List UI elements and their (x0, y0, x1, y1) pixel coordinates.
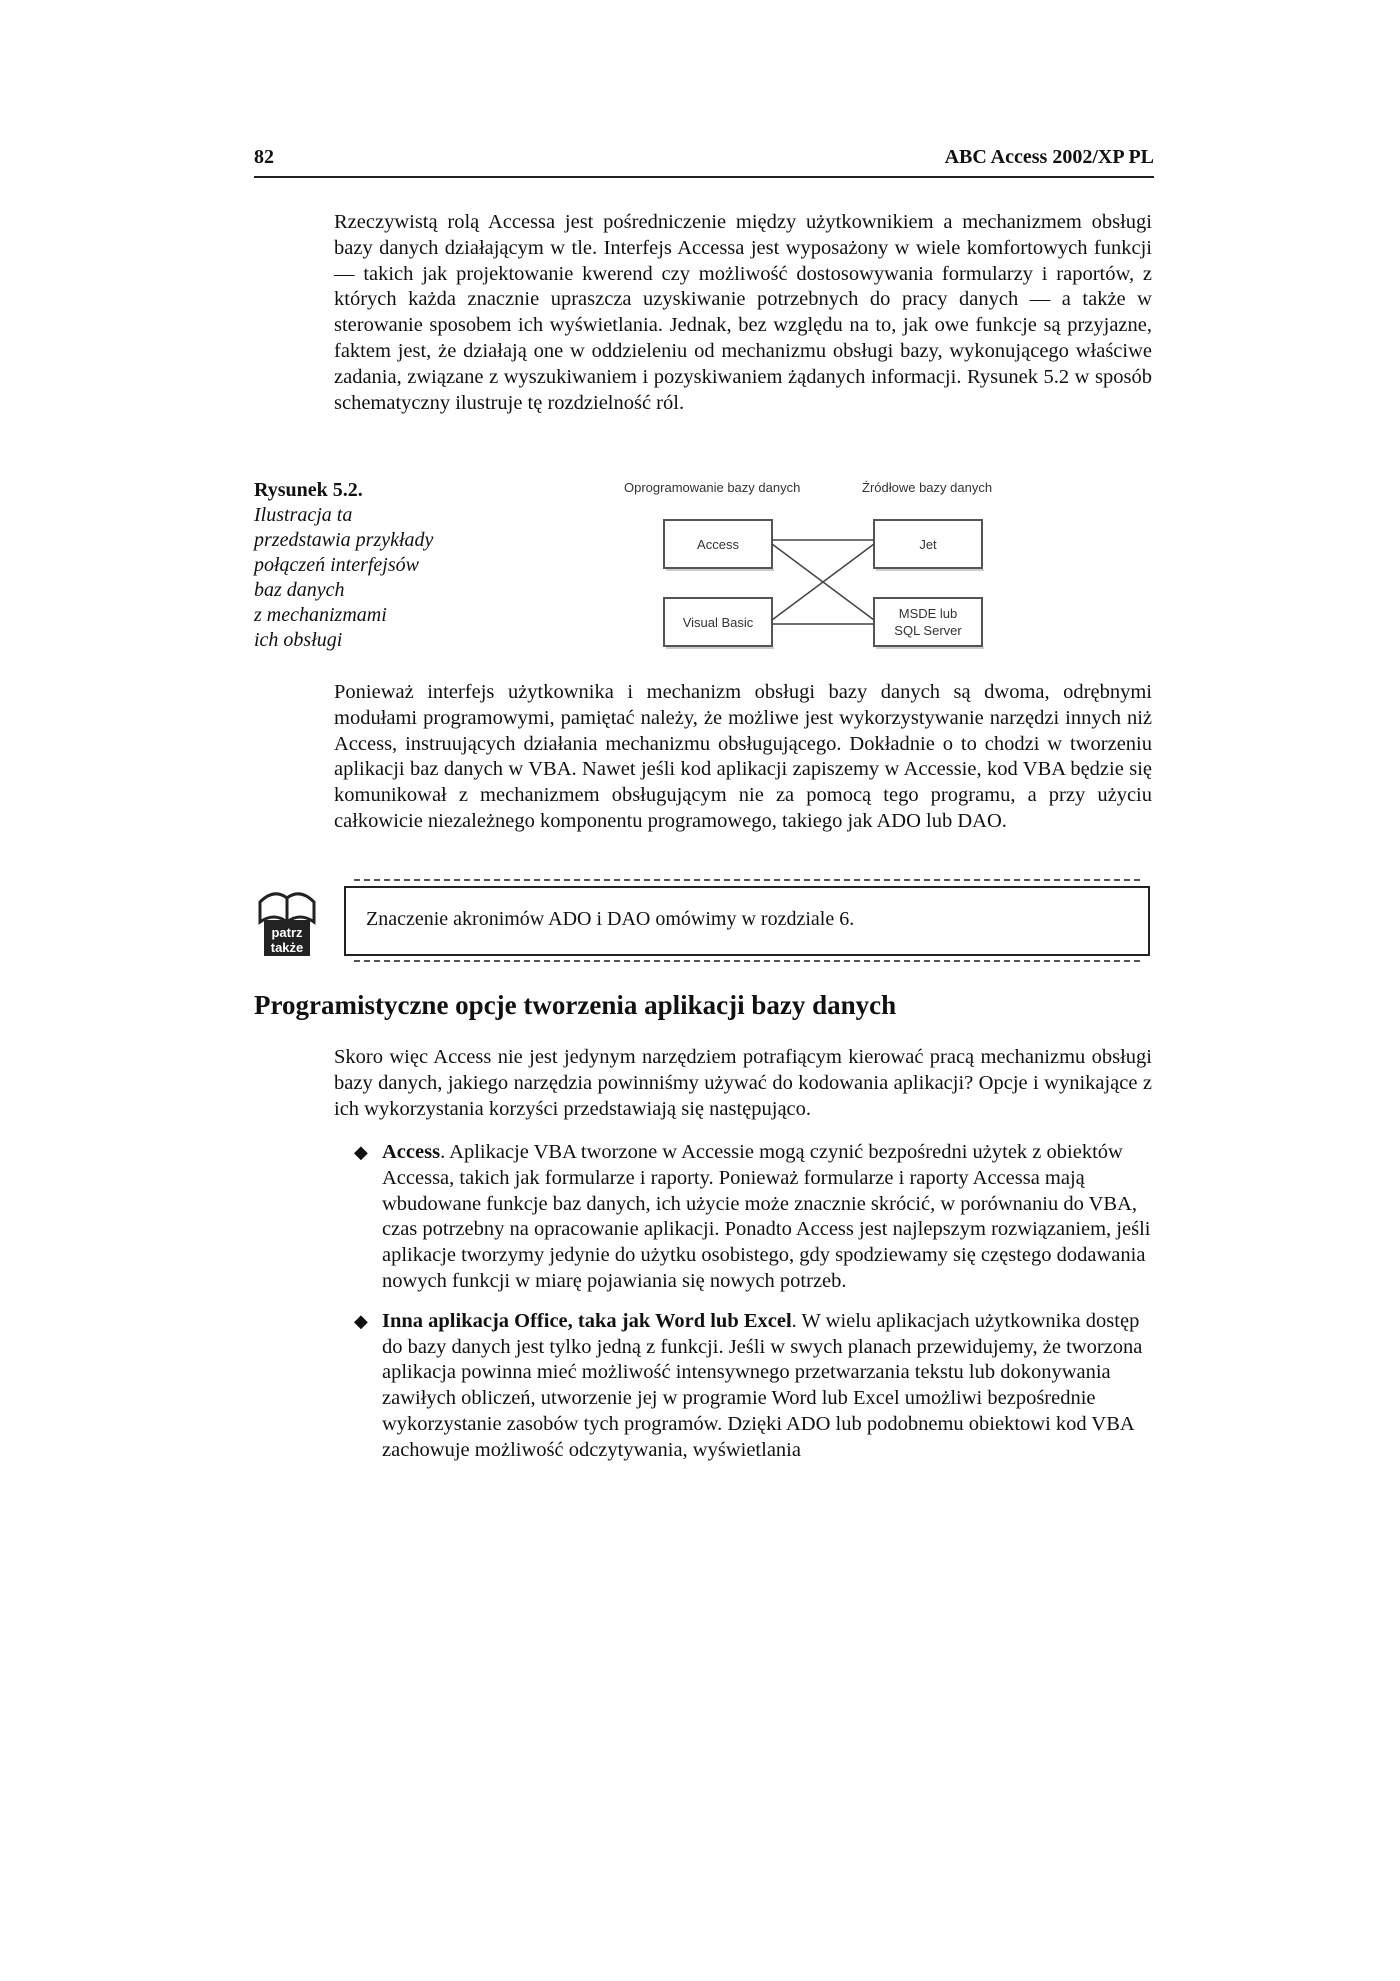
section-heading: Programistyczne opcje tworzenia aplikacji bazy danych (254, 990, 897, 1020)
figure-caption-line: przedstawia przykłady (254, 529, 434, 551)
figure-caption (254, 478, 474, 653)
see-also-note (344, 886, 1150, 956)
paragraph-interface: Ponieważ interfejs użytkownika i mechanizm obsługi bazy danych są dwoma, odrębnymi modułami programowymi, pamiętać należy, że możliwe jest wykorzystywanie narzędzi innych niż Access, instruujących działania mechanizmu obsługującego. Dokładnie o to chodzi w tworzeniu aplikacji baz danych w VBA. Nawet jeśli kod aplikacji zapiszemy w Accessie, kod VBA będzie się komunikował z mechanizmem obsługującym nie za pomocą tego programu, a przy użyciu całkowicie niezależnego komponentu programowego, takiego jak ADO lub DAO. (334, 681, 1152, 832)
paragraph-options: Skoro więc Access nie jest jedynym narzędziem potrafiącym kierować pracą mechanizmu obsługi bazy danych, jakiego narzędzia powinniśmy używać do kodowania aplikacji? Opcje i wynikające z ich wykorzystania korzyści przedstawiają się następująco. (334, 1046, 1152, 1120)
diamond-bullet-icon: ◆ (354, 1142, 368, 1162)
see-also-note-text: Znaczenie akronimów ADO i DAO omówimy w rozdziale 6. (366, 908, 855, 930)
page-header (254, 146, 1154, 178)
see-also-icon-text-2: także (270, 940, 304, 955)
figure-caption-line: Ilustracja ta (254, 504, 353, 526)
page-number: 82 (254, 146, 274, 168)
diagram-right-heading: Źródłowe bazy danych (862, 480, 993, 495)
figure-caption-line: baz danych (254, 579, 345, 601)
visual-basic-box-label: Visual Basic (682, 615, 754, 630)
list-item (354, 1309, 1154, 1464)
paragraph-intro: Rzeczywistą rolą Accessa jest pośredniczenie między użytkownikiem a mechanizmem obsługi bazy danych działającym w tle. Interfejs Accessa jest wyposażony w wiele komfortowych funkcji — takich jak projektowanie kwerend czy możliwość dostosowywania formularzy i raportów, z których każda znacznie upraszcza uzyskiwanie potrzebnych do pracy danych — a także w sterowanie sposobem ich wyświetlania. Jednak, bez względu na to, jak owe funkcje są przyjazne, faktem jest, że działają one w oddzieleniu od mechanizmu obsługi bazy, wykonującego właściwe zadania, związane z wyszukiwaniem i pozyskiwaniem żądanych informacji. Rysunek 5.2 w sposób schematyczny ilustruje tę rozdzielność ról. (334, 211, 1152, 414)
figure-caption-title: Rysunek 5.2. (254, 479, 363, 501)
list-item-lead: Access (382, 1141, 441, 1163)
list-item-lead: Inna aplikacja Office, taka jak Word lub Excel (382, 1309, 792, 1332)
diagram-left-heading: Oprogramowanie bazy danych (624, 480, 801, 495)
jet-box-label: Jet (919, 537, 937, 552)
options-list (354, 1140, 1154, 1478)
diagram-svg (620, 478, 1020, 658)
msde-box-label-line2: SQL Server (894, 623, 962, 638)
diagram-connectors (772, 540, 874, 624)
list-item-text: . W wielu aplikacjach użytkownika dostęp do bazy danych jest tylko jedną z funkcji. Jeśli w swych planach przewidujemy, że tworzona aplikacja powinna mieć możliwość intensywnego przetwarzania tekstu lub dokonywania zawiłych obliczeń, utworzenie jej w programie Word lub Excel umożliwi bezpośrednie wykorzystanie zasobów tych programów. Dzięki ADO lub podobnemu obiektowi kod VBA zachowuje możliwość odczytywania, wyświetlania (382, 1309, 1143, 1461)
figure-caption-line: z mechanizmami (254, 604, 387, 626)
database-diagram (620, 478, 1020, 658)
list-item-text: . Aplikacje VBA tworzone w Accessie mogą czynić bezpośredni użytek z obiektów Accessa, takich jak formularze i raporty. Ponieważ formularze i raporty Accessa mają wbudowane funkcje baz danych, ich użycie może znacznie skrócić, w porównaniu do VBA, czas potrzebny na opracowanie aplikacji. Ponadto Access jest najlepszym rozwiązaniem, jeśli aplikacje tworzymy jedynie do użytku osobistego, gdy spodziewamy się częstego dodawania nowych funkcji w miarę pojawiania się nowych potrzeb. (382, 1141, 1151, 1292)
msde-box-label-line1: MSDE lub (898, 606, 958, 621)
visual-basic-box (664, 598, 774, 648)
figure-caption-line: ich obsługi (254, 629, 343, 651)
book-title: ABC Access 2002/XP PL (944, 146, 1154, 168)
access-box (664, 520, 774, 570)
access-box-label: Access (697, 537, 739, 552)
see-also-icon (254, 882, 320, 960)
see-also-icon-text-1: patrz (271, 925, 303, 940)
figure-caption-line: połączeń interfejsów (254, 554, 419, 576)
diamond-bullet-icon: ◆ (354, 1310, 368, 1331)
list-item (354, 1140, 1154, 1295)
msde-box (874, 598, 984, 648)
jet-box (874, 520, 984, 570)
